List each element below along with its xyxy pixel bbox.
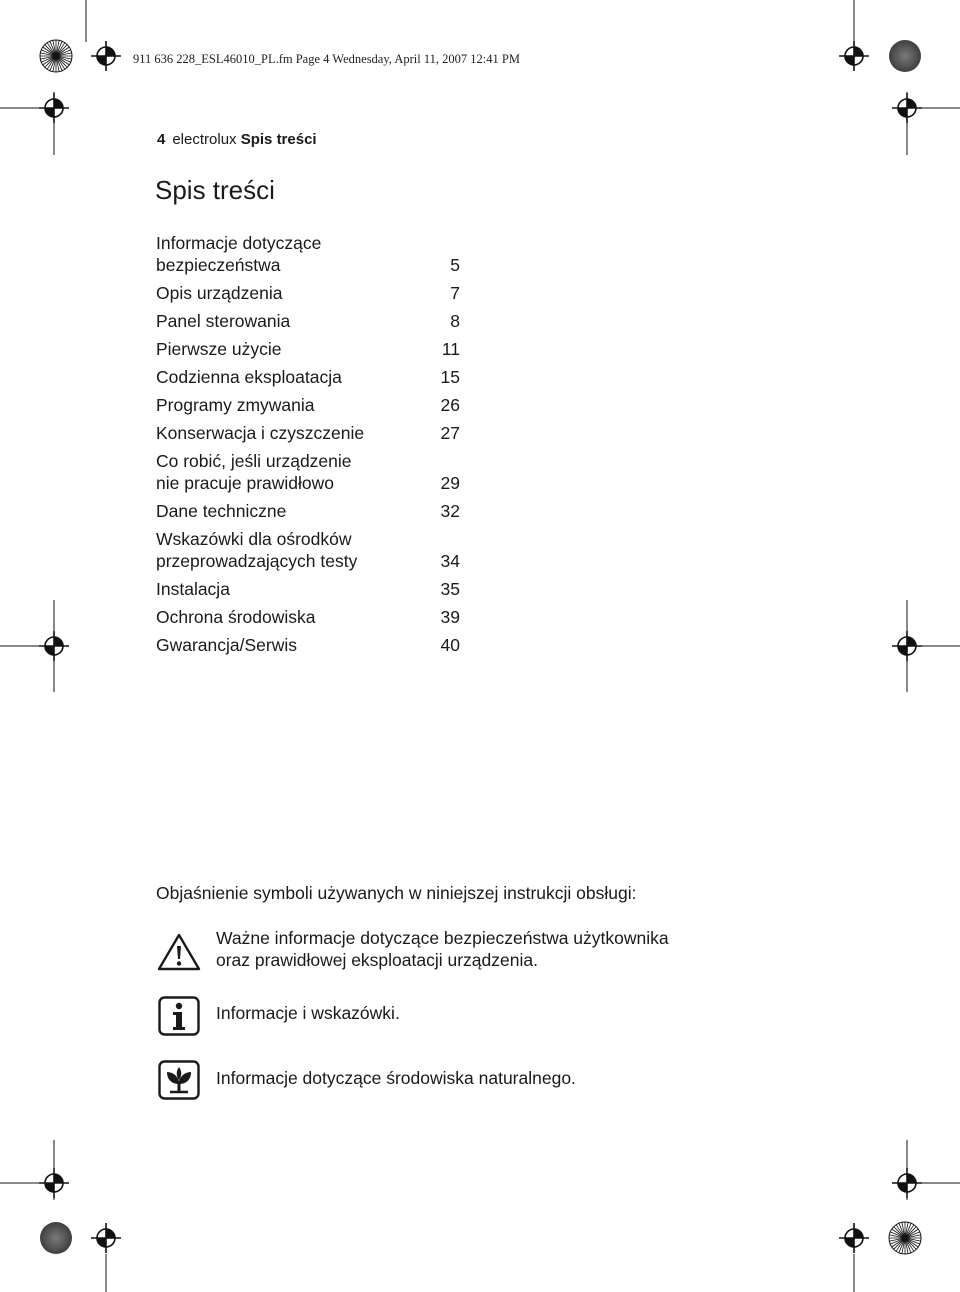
toc-entry[interactable]	[156, 282, 460, 304]
page-number: 4	[157, 131, 166, 148]
toc-entry-page: 8	[450, 311, 460, 331]
toc-entry[interactable]	[156, 232, 460, 276]
toc-entry-page: 34	[440, 551, 460, 571]
print-slug: 911 636 228_ESL46010_PL.fm Page 4 Wednesday, April 11, 2007 12:41 PM	[133, 52, 520, 66]
toc-entry[interactable]	[156, 450, 460, 494]
legend-title: Objaśnienie symboli używanych w niniejszej instrukcji obsługi:	[156, 883, 637, 903]
legend-environment-text: Informacje dotyczące środowiska naturalnego.	[216, 1068, 576, 1088]
environment-icon	[158, 1060, 200, 1105]
toc-entry[interactable]	[156, 500, 460, 522]
toc-entry-page: 29	[440, 473, 460, 493]
brand-name: electrolux	[172, 131, 237, 148]
toc-entry-label: Wskazówki dla ośrodków przeprowadzających testy	[156, 529, 358, 571]
toc-entry[interactable]	[156, 366, 460, 388]
table-of-contents	[156, 232, 460, 662]
toc-entry[interactable]	[156, 338, 460, 360]
toc-entry-label: Pierwsze użycie	[156, 339, 282, 359]
toc-entry-page: 32	[440, 501, 460, 521]
toc-entry[interactable]	[156, 422, 460, 444]
legend-info-text: Informacje i wskazówki.	[216, 1003, 400, 1023]
toc-entry-label: Panel sterowania	[156, 311, 291, 331]
toc-entry-label: Codzienna eksploatacja	[156, 367, 342, 387]
section-name: Spis treści	[240, 131, 317, 148]
toc-entry-page: 7	[450, 283, 460, 303]
running-header	[157, 131, 317, 148]
toc-entry[interactable]	[156, 310, 460, 332]
toc-entry-label: Konserwacja i czyszczenie	[156, 423, 365, 443]
info-icon	[158, 996, 200, 1041]
toc-entry[interactable]	[156, 634, 460, 656]
toc-entry[interactable]	[156, 606, 460, 628]
toc-entry[interactable]	[156, 578, 460, 600]
toc-entry-page: 11	[441, 339, 460, 359]
toc-entry-label: Dane techniczne	[156, 501, 287, 521]
toc-entry-label: Opis urządzenia	[156, 283, 283, 303]
toc-entry-label: Ochrona środowiska	[156, 607, 316, 627]
toc-entry-page: 35	[440, 579, 460, 599]
toc-entry[interactable]	[156, 528, 460, 572]
toc-entry-page: 40	[440, 635, 460, 655]
toc-entry-label: Informacje dotyczące bezpieczeństwa	[156, 233, 322, 275]
toc-entry-label: Programy zmywania	[156, 395, 315, 415]
toc-entry-page: 15	[440, 367, 460, 387]
toc-entry-label: Co robić, jeśli urządzenie nie pracuje prawidłowo	[156, 451, 352, 493]
warning-triangle-icon	[156, 932, 202, 977]
page-title: Spis treści	[155, 175, 275, 205]
toc-entry-page: 5	[450, 255, 460, 275]
toc-entry-page: 27	[440, 423, 460, 443]
toc-entry[interactable]	[156, 394, 460, 416]
toc-entry-page: 39	[440, 607, 460, 627]
toc-entry-page: 26	[440, 395, 460, 415]
toc-entry-label: Gwarancja/Serwis	[156, 635, 298, 655]
legend-warning-text: Ważne informacje dotyczące bezpieczeństwa użytkownika oraz prawidłowej eksploatacji urządzenia.	[216, 928, 669, 970]
toc-entry-label: Instalacja	[156, 579, 230, 599]
